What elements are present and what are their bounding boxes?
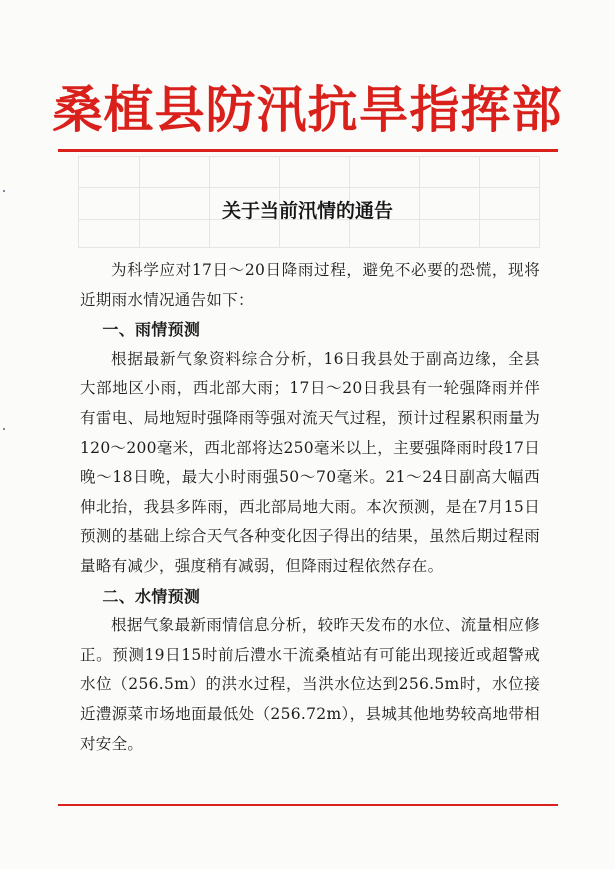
scan-speck <box>3 428 5 430</box>
scan-speck <box>3 190 5 192</box>
intro-paragraph: 为科学应对17日～20日降雨过程，避免不必要的恐慌，现将近期雨水情况通告如下： <box>80 261 540 309</box>
section-text-rain: 根据最新气象资料综合分析，16日我县处于副高边缘，全县大部地区小雨，西北部大雨；17日～20日我县有一轮强降雨并伴有雷电、局地短时强降雨等强对流天气过程，预计过程累积雨量为120～200毫米，西北部将达250毫米以上，主要强降雨时段17日晚～18日晚，最大小时雨强50～70毫米。21～24日副高大幅西伸北抬，我县多阵雨，西北部局地大雨。本次预测，是在7月15日预测的基础上综合天气各种变化因子得出的结果，虽然后期过程雨量略有减少，强度稍有减弱，但降雨过程依然存在。 <box>80 349 540 575</box>
header-divider <box>58 149 558 152</box>
organization-header: 桑植县防汛抗旱指挥部 <box>52 80 563 139</box>
section-heading-rain: 一、雨情预测 <box>102 320 201 340</box>
section-text-water: 根据气象最新雨情信息分析，较昨天发布的水位、流量相应修正。预测19日15时前后澧水干流桑植站有可能出现接近或超警戒水位（256.5m）的洪水过程，当洪水位达到256.5m时，水位接近澧源菜市场地面最低处（256.72m），县城其他地势较高地带相对安全。 <box>80 616 540 753</box>
footer-divider <box>58 804 558 806</box>
document-body <box>80 256 540 759</box>
document-title: 关于当前汛情的通告 <box>221 200 393 222</box>
section-heading-water: 二、水情预测 <box>102 586 201 606</box>
